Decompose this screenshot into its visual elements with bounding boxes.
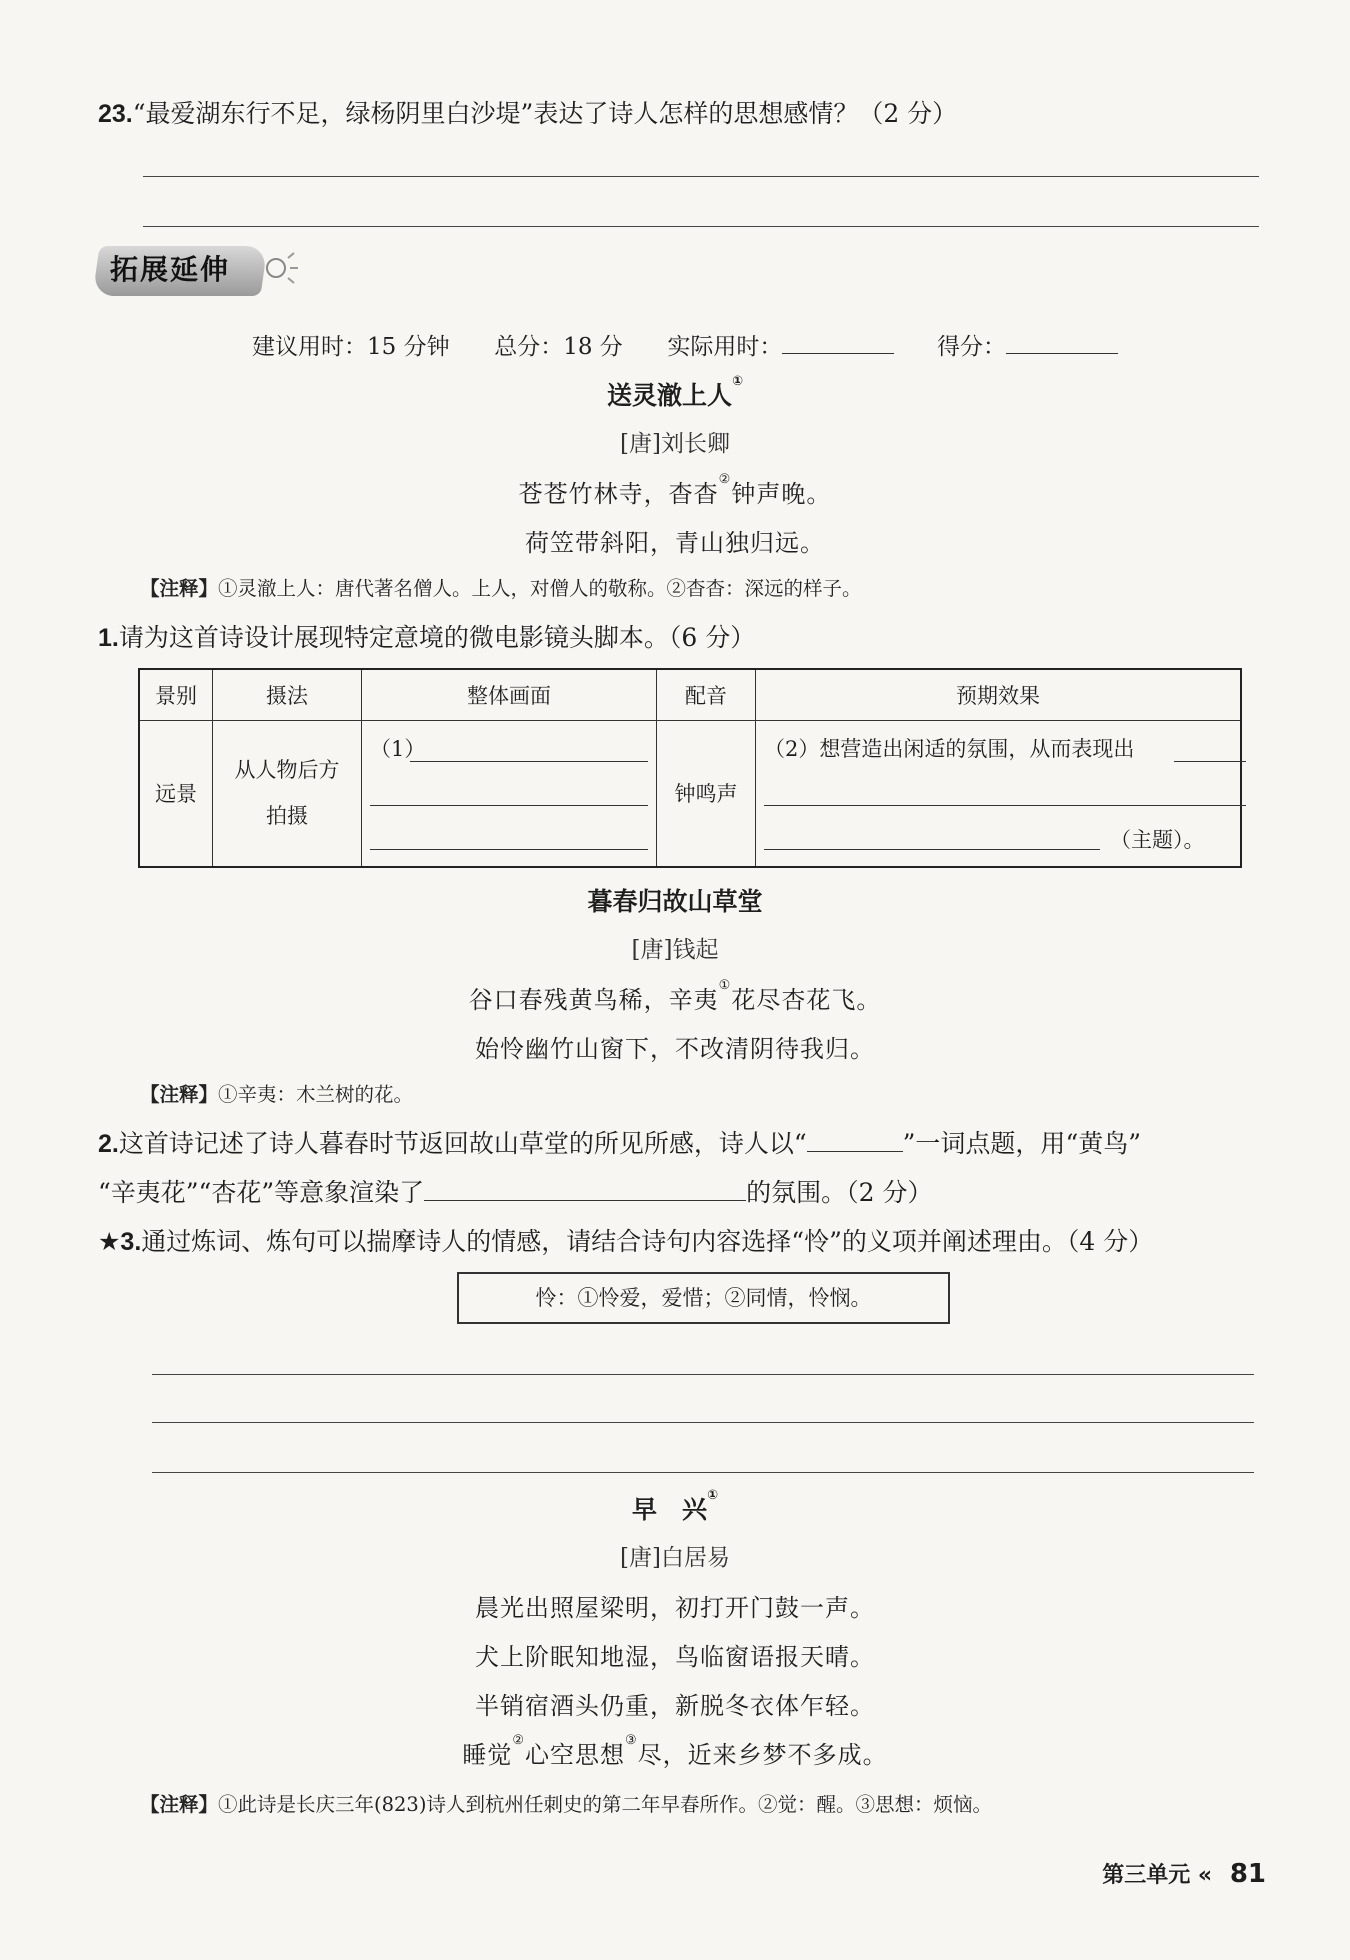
question-2-cont	[98, 1173, 932, 1209]
note-text: ①灵澈上人：唐代著名僧人。上人，对僧人的敬称。②杳杳：深远的样子。	[218, 577, 862, 600]
poem-line: 晨光出照屋梁明，初打开门鼓一声。	[475, 1594, 875, 1622]
cell-method	[213, 721, 362, 867]
answer-line[interactable]	[143, 176, 1259, 177]
verse-text: 心空思想	[525, 1741, 625, 1769]
answer-line[interactable]	[152, 1472, 1254, 1473]
question-text: “辛夷花”“杏花”等意象渲染了	[98, 1178, 425, 1207]
column-header: 配音	[657, 669, 756, 721]
poem-title	[0, 376, 1350, 412]
answer-line[interactable]	[143, 226, 1259, 227]
question-1	[98, 618, 755, 654]
cell-sound: 钟鸣声	[657, 721, 756, 867]
time-score-meta	[252, 328, 1118, 361]
question-text: 这首诗记述了诗人暮春时节返回故山草堂的所见所感，诗人以“	[118, 1129, 807, 1158]
total-score: 总分：18 分	[494, 334, 623, 360]
question-23	[98, 94, 957, 130]
method-line: 拍摄	[266, 804, 308, 829]
poem-title: 暮春归故山草堂	[587, 887, 763, 916]
question-number: 3.	[120, 1228, 142, 1256]
double-chevron-icon: «	[1197, 1863, 1213, 1888]
blank-2-tail: （主题）。	[1110, 828, 1205, 852]
question-text: “最爱湖东行不足，绿杨阴里白沙堤”表达了诗人怎样的思想感情？（2 分）	[132, 99, 958, 128]
poem-author: [唐]刘长卿	[620, 431, 730, 457]
poem-title-text: 送灵澈上人	[606, 381, 732, 410]
definition-box: 怜：①怜爱，爱惜；②同情，怜悯。	[457, 1272, 950, 1324]
column-header: 摄法	[213, 669, 362, 721]
verse-text: 花尽杏花飞。	[731, 986, 882, 1014]
footnote-mark: ③	[625, 1733, 638, 1748]
note-label: 【注释】	[140, 577, 219, 600]
poem-line: 始怜幽竹山窗下，不改清阴待我归。	[475, 1035, 875, 1063]
note-label: 【注释】	[140, 1793, 219, 1816]
footnote-mark: ②	[718, 472, 732, 487]
unit-label: 第三单元	[1102, 1863, 1191, 1888]
verse-text: 苍苍竹林寺，杳杳	[518, 480, 719, 508]
verse-text: 谷口春残黄鸟稀，辛夷	[468, 986, 719, 1014]
cell-scene: 远景	[139, 721, 213, 867]
poem-author: [唐]白居易	[620, 1545, 730, 1571]
suggested-time: 建议用时：15 分钟	[252, 334, 450, 360]
score-label: 得分：	[937, 334, 1007, 360]
note-text: ①此诗是长庆三年(823)诗人到杭州任刺史的第二年早春所作。②觉：醒。③思想：烦恼。	[218, 1793, 992, 1816]
poem-line: 半销宿酒头仍重，新脱冬衣体乍轻。	[475, 1692, 875, 1720]
answer-line[interactable]	[370, 849, 648, 850]
blank-2-text: （2）想营造出闲适的氛围，从而表现出	[764, 737, 1135, 761]
verse-text: 钟声晚。	[731, 480, 832, 508]
footnote-mark: ②	[512, 1733, 525, 1748]
actual-time-blank[interactable]	[782, 331, 894, 354]
verse-text: 尽，近来乡梦不多成。	[637, 1741, 888, 1769]
question-number: 1.	[98, 624, 119, 652]
poem-line	[0, 474, 1350, 509]
poem-line: 荷笠带斜阳，青山独归远。	[525, 529, 825, 557]
question-text: 通过炼词、炼句可以揣摩诗人的情感，请结合诗句内容选择“怜”的义项并阐述理由。（4 分）	[141, 1227, 1154, 1256]
question-2	[98, 1124, 1141, 1160]
star-icon: ★	[98, 1227, 121, 1256]
poem-line	[0, 980, 1350, 1015]
method-line: 从人物后方	[234, 758, 340, 783]
fill-blank[interactable]	[424, 1178, 746, 1201]
column-header: 景别	[139, 669, 213, 721]
poem-note	[140, 1079, 413, 1107]
question-text: 请为这首诗设计展现特定意境的微电影镜头脚本。（6 分）	[118, 623, 756, 652]
actual-time-label: 实际用时：	[667, 334, 783, 360]
answer-line[interactable]	[370, 805, 648, 806]
question-number: 23.	[98, 100, 133, 128]
question-number: 2.	[98, 1130, 119, 1158]
column-header: 预期效果	[756, 669, 1242, 721]
column-header: 整体画面	[362, 669, 657, 721]
footnote-mark: ①	[732, 374, 744, 389]
poem-line: 犬上阶眠知地湿，鸟临窗语报天晴。	[475, 1643, 875, 1671]
poem-title-text: 早 兴	[631, 1495, 707, 1524]
answer-line[interactable]	[152, 1374, 1254, 1375]
note-label: 【注释】	[140, 1083, 219, 1106]
question-3	[98, 1222, 1153, 1258]
cell-picture[interactable]	[362, 721, 657, 867]
poem-note	[140, 573, 862, 601]
script-table	[138, 668, 1242, 868]
question-text: 的氛围。（2 分）	[746, 1178, 933, 1207]
table-header-row	[139, 669, 1241, 721]
cell-effect[interactable]	[756, 721, 1242, 867]
footnote-mark: ①	[718, 978, 732, 993]
page-number: 81	[1229, 1859, 1266, 1889]
poem-author: [唐]钱起	[631, 937, 719, 963]
answer-line[interactable]	[152, 1422, 1254, 1423]
blank-1-label: （1）	[370, 737, 426, 761]
answer-line[interactable]	[1174, 761, 1246, 762]
score-blank[interactable]	[1006, 331, 1118, 354]
question-text: ”一词点题，用“黄鸟”	[902, 1129, 1141, 1158]
answer-line[interactable]	[410, 761, 648, 762]
answer-line[interactable]	[764, 805, 1246, 806]
answer-line[interactable]	[764, 849, 1100, 850]
footnote-mark: ①	[707, 1488, 719, 1503]
lightbulb-icon	[260, 248, 302, 288]
poem-title	[0, 1490, 1350, 1526]
poem-line	[0, 1735, 1350, 1770]
fill-blank[interactable]	[807, 1129, 903, 1152]
page-footer	[1102, 1858, 1266, 1889]
section-title: 拓展延伸	[110, 253, 231, 286]
note-text: ①辛夷：木兰树的花。	[218, 1083, 414, 1106]
poem-note	[140, 1789, 992, 1817]
verse-text: 睡觉	[462, 1741, 513, 1769]
table-row	[139, 721, 1241, 867]
